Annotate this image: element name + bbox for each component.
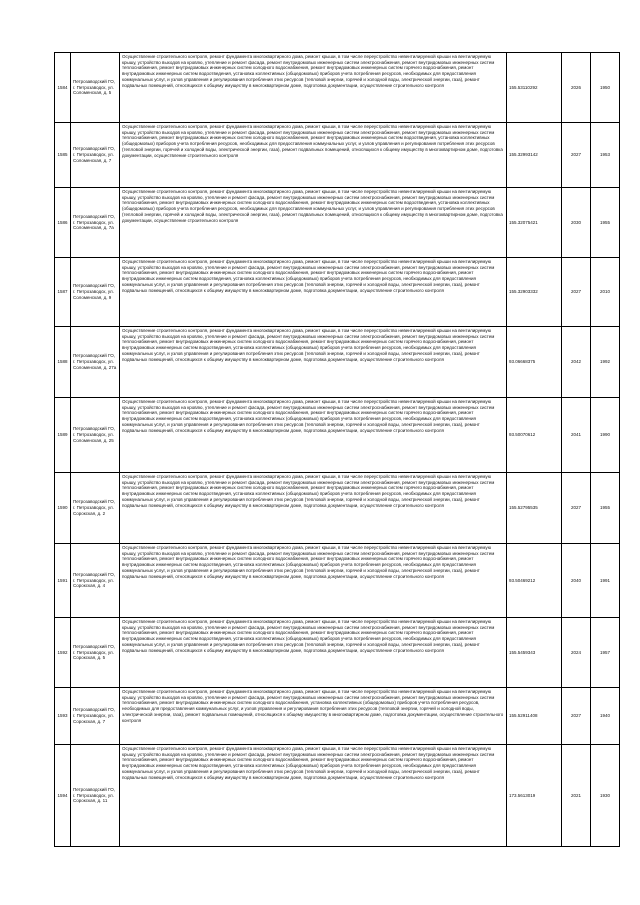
row-works: Осуществление строительного контроля, ремонт фундамента многоквартирного дома, ремонт крыши, в том числе переустройство невентилируемой крыши на вентилируемую крышу, устройство выходов на кровлю, утепление и ремонт фасада, ремонт внутридомовых инженерных систем электроснабжения, ремонт внутридомовых инженерных систем теплоснабжения, ремонт внутридомовых инженерных систем холодного водоснабжения, ремонт внутридомовых инженерных систем горячего водоснабжения, ремонт внутридомовых инженерных систем водоотведения, установка коллективных (общедомовых) приборов учета потребления ресурсов, необходимых для предоставления коммунальных услуг, и узлов управления и регулирования потребления этих ресурсов (тепловой энергии, горячей и холодной воды, электрической энергии, газа), ремонт подвальных помещений, относящихся к общему имуществу в многоквартирном доме, подготовка документации, осуществление строительного контроля [120,473,507,544]
row-works: Осуществление строительного контроля, ремонт фундамента многоквартирного дома, ремонт крыши, в том числе переустройство невентилируемой крыши на вентилируемую крышу, устройство выходов на кровлю, утепление и ремонт фасада, ремонт внутридомовых инженерных систем электроснабжения, ремонт внутридомовых инженерных систем теплоснабжения, ремонт внутридомовых инженерных систем холодного водоснабжения, установка коллективных (общедомовых) приборов учета потребления ресурсов, необходимых для предоставления коммунальных услуг, и узлов управления и регулирования потребления этих ресурсов (тепловой энергии, горячей и холодной воды, электрической энергии, газа), ремонт подвальных помещений, относящихся к общему имуществу в многоквартирном доме, подготовка документации, осуществление строительного контроля [120,688,507,745]
row-works: Осуществление строительного контроля, ремонт фундамента многоквартирного дома, ремонт крыши, в том числе переустройство невентилируемой крыши на вентилируемую крышу, устройство выходов на кровлю, утепление и ремонт фасада, ремонт внутридомовых инженерных систем электроснабжения, ремонт внутридомовых инженерных систем теплоснабжения, ремонт внутридомовых инженерных систем холодного водоснабжения, ремонт внутридомовых инженерных систем горячего водоснабжения, ремонт внутридомовых инженерных систем водоотведения, установка коллективных (общедомовых) приборов учета потребления ресурсов, необходимых для предоставления коммунальных услуг, и узлов управления и регулирования потребления этих ресурсов (тепловой энергии, горячей и холодной воды, электрической энергии, газа), ремонт подвальных помещений, относящихся к общему имуществу в многоквартирном доме, подготовка документации, осуществление строительного контроля [120,398,507,473]
row-year-b: 1953 [591,123,620,188]
row-number: 1592 [55,618,71,688]
row-year-b: 1990 [591,398,620,473]
row-code: 155.32903332 [507,258,562,327]
row-number: 1584 [55,53,71,123]
row-works: Осуществление строительного контроля, ремонт фундамента многоквартирного дома, ремонт крыши, в том числе переустройство невентилируемой крыши на вентилируемую крышу, устройство выходов на кровлю, утепление и ремонт фасада, ремонт внутридомовых инженерных систем электроснабжения, ремонт внутридомовых инженерных систем теплоснабжения, ремонт внутридомовых инженерных систем холодного водоснабжения, ремонт внутридомовых инженерных систем горячего водоснабжения, ремонт внутридомовых инженерных систем водоотведения, установка коллективных (общедомовых) приборов учета потребления ресурсов, необходимых для предоставления коммунальных услуг, и узлов управления и регулирования потребления этих ресурсов (тепловой энергии, горячей и холодной воды, электрической энергии, газа), ремонт подвальных помещений, относящихся к общему имуществу в многоквартирном доме, подготовка документации, осуществление строительного контроля [120,745,507,847]
row-code: 155.52795535 [507,473,562,544]
row-year-b: 1992 [591,327,620,398]
row-year-a: 2026 [562,53,591,123]
row-year-a: 2021 [562,745,591,847]
table-row [55,618,620,688]
row-code: 155.53110292 [507,53,562,123]
row-year-b: 1950 [591,53,620,123]
table-row [55,473,620,544]
row-code: 93.50070612 [507,398,562,473]
row-year-b: 1991 [591,544,620,618]
row-address: Петрозаводский ГО, г. Петрозаводск, ул. Соломенская, д. 5 [71,53,120,123]
table-row [55,327,620,398]
row-code: 155.52911408 [507,688,562,745]
capital-repair-table [54,52,620,847]
row-works: Осуществление строительного контроля, ремонт фундамента многоквартирного дома, ремонт крыши, в том числе переустройство невентилируемой крыши на вентилируемую крышу, устройство выходов на кровлю, утепление и ремонт фасада, ремонт внутридомовых инженерных систем электроснабжения, ремонт внутридомовых инженерных систем теплоснабжения, ремонт внутридомовых инженерных систем холодного водоснабжения, ремонт внутридомовых инженерных систем горячего водоснабжения, ремонт внутридомовых инженерных систем водоотведения, установка коллективных (общедомовых) приборов учета потребления ресурсов, необходимых для предоставления коммунальных услуг, и узлов управления и регулирования потребления этих ресурсов (тепловой энергии, горячей и холодной воды, электрической энергии, газа), ремонт подвальных помещений, относящихся к общему имуществу в многоквартирном доме, подготовка документации, осуществление строительного контроля [120,544,507,618]
row-year-b: 1957 [591,618,620,688]
table-body [55,53,620,847]
row-code: 173.5613019 [507,745,562,847]
row-year-a: 2041 [562,398,591,473]
row-number: 1594 [55,745,71,847]
row-works: Осуществление строительного контроля, ремонт фундамента многоквартирного дома, ремонт крыши, в том числе переустройство невентилируемой крыши на вентилируемую крышу, устройство выходов на кровлю, утепление и ремонт фасада, ремонт внутридомовых инженерных систем электроснабжения, ремонт внутридомовых инженерных систем теплоснабжения, ремонт внутридомовых инженерных систем холодного водоснабжения, ремонт внутридомовых инженерных систем горячего водоснабжения, ремонт внутридомовых инженерных систем водоотведения, установка коллективных (общедомовых) приборов учета потребления ресурсов, необходимых для предоставления коммунальных услуг, и узлов управления и регулирования потребления этих ресурсов (тепловой энергии, горячей и холодной воды, электрической энергии, газа), ремонт подвальных помещений, относящихся к общему имуществу в многоквартирном доме, подготовка документации, осуществление строительного контроля [120,258,507,327]
table-row [55,188,620,258]
row-address: Петрозаводский ГО, г. Петрозаводск, ул. Сорокская, д. 5 [71,618,120,688]
row-year-a: 2024 [562,618,591,688]
row-address: Петрозаводский ГО, г. Петрозаводск, ул. Сорокская, д. 11 [71,745,120,847]
row-works: Осуществление строительного контроля, ремонт фундамента многоквартирного дома, ремонт крыши, в том числе переустройство невентилируемой крыши на вентилируемую крышу, устройство выходов на кровлю, утепление и ремонт фасада, ремонт внутридомовых инженерных систем электроснабжения, ремонт внутридомовых инженерных систем теплоснабжения, ремонт внутридомовых инженерных систем холодного водоснабжения, ремонт внутридомовых инженерных систем водоотведения, установка коллективных (общедомовых) приборов учета потребления ресурсов, необходимых для предоставления коммунальных услуг, и узлов управления и регулирования потребления этих ресурсов (тепловой энергии, горячей и холодной воды, электрической энергии, газа), ремонт подвальных помещений, относящихся к общему имуществу в многоквартирном доме, подготовка документации, осуществление строительного контроля [120,123,507,188]
row-year-b: 1940 [591,688,620,745]
row-number: 1588 [55,327,71,398]
table-row [55,544,620,618]
row-code: 155.32075421 [507,188,562,258]
row-year-b: 1955 [591,473,620,544]
row-address: Петрозаводский ГО, г. Петрозаводск, ул. Соломенская, д. 27а [71,327,120,398]
table-row [55,398,620,473]
row-year-b: 1930 [591,745,620,847]
row-year-a: 2027 [562,123,591,188]
table-row [55,745,620,847]
row-year-a: 2027 [562,258,591,327]
row-year-a: 2030 [562,188,591,258]
table-row [55,53,620,123]
row-number: 1585 [55,123,71,188]
row-number: 1591 [55,544,71,618]
row-address: Петрозаводский ГО, г. Петрозаводск, ул. Соломенская, д. 7 [71,123,120,188]
table-row [55,258,620,327]
table-row [55,688,620,745]
row-works: Осуществление строительного контроля, ремонт фундамента многоквартирного дома, ремонт крыши, в том числе переустройство невентилируемой крыши на вентилируемую крышу, устройство выходов на кровлю, утепление и ремонт фасада, ремонт внутридомовых инженерных систем электроснабжения, ремонт внутридомовых инженерных систем теплоснабжения, ремонт внутридомовых инженерных систем холодного водоснабжения, ремонт внутридомовых инженерных систем горячего водоснабжения, ремонт внутридомовых инженерных систем водоотведения, установка коллективных (общедомовых) приборов учета потребления ресурсов, необходимых для предоставления коммунальных услуг, и узлов управления и регулирования потребления этих ресурсов (тепловой энергии, горячей и холодной воды, электрической энергии, газа), ремонт подвальных помещений, относящихся к общему имуществу в многоквартирном доме, подготовка документации, осуществление строительного контроля [120,327,507,398]
row-address: Петрозаводский ГО, г. Петрозаводск, ул. Соломенская, д. 7а [71,188,120,258]
row-number: 1589 [55,398,71,473]
row-year-a: 2027 [562,473,591,544]
row-number: 1587 [55,258,71,327]
row-code: 93.50469212 [507,544,562,618]
row-works: Осуществление строительного контроля, ремонт фундамента многоквартирного дома, ремонт крыши, в том числе переустройство невентилируемой крыши на вентилируемую крышу, устройство выходов на кровлю, утепление и ремонт фасада, ремонт внутридомовых инженерных систем электроснабжения, ремонт внутридомовых инженерных систем теплоснабжения, ремонт внутридомовых инженерных систем холодного водоснабжения, ремонт внутридомовых инженерных систем водоотведения, установка коллективных (общедомовых) приборов учета потребления ресурсов, необходимых для предоставления коммунальных услуг, и узлов управления и регулирования потребления этих ресурсов (тепловой энергии, горячей и холодной воды, электрической энергии, газа), ремонт подвальных помещений, относящихся к общему имуществу в многоквартирном доме, подготовка документации, осуществление строительного контроля [120,188,507,258]
row-year-a: 2040 [562,544,591,618]
row-number: 1590 [55,473,71,544]
row-address: Петрозаводский ГО, г. Петрозаводск, ул. Сорокская, д. 7 [71,688,120,745]
row-address: Петрозаводский ГО, г. Петрозаводск, ул. Сорокская, д. 4 [71,544,120,618]
row-code: 155.5459343 [507,618,562,688]
row-works: Осуществление строительного контроля, ремонт фундамента многоквартирного дома, ремонт крыши, в том числе переустройство невентилируемой крыши на вентилируемую крышу, устройство выходов на кровлю, утепление и ремонт фасада, ремонт внутридомовых инженерных систем электроснабжения, ремонт внутридомовых инженерных систем теплоснабжения, ремонт внутридомовых инженерных систем холодного водоснабжения, ремонт внутридомовых инженерных систем горячего водоснабжения, ремонт внутридомовых инженерных систем водоотведения, установка коллективных (общедомовых) приборов учета потребления ресурсов, необходимых для предоставления коммунальных услуг, и узлов управления и регулирования потребления этих ресурсов (тепловой энергии, горячей и холодной воды, электрической энергии, газа), ремонт подвальных помещений, относящихся к общему имуществу в многоквартирном доме, подготовка документации, осуществление строительного контроля [120,618,507,688]
row-address: Петрозаводский ГО, г. Петрозаводск, ул. Соломенская, д. 9 [71,258,120,327]
row-address: Петрозаводский ГО, г. Петрозаводск, ул. Соломенская, д. 25 [71,398,120,473]
row-address: Петрозаводский ГО, г. Петрозаводск, ул. Сорокская, д. 2 [71,473,120,544]
row-code: 93.06668375 [507,327,562,398]
row-code: 155.32993142 [507,123,562,188]
row-number: 1593 [55,688,71,745]
row-year-a: 2027 [562,688,591,745]
table-row [55,123,620,188]
row-number: 1586 [55,188,71,258]
row-year-a: 2042 [562,327,591,398]
row-year-b: 1955 [591,188,620,258]
row-works: Осуществление строительного контроля, ремонт фундамента многоквартирного дома, ремонт крыши, в том числе переустройство невентилируемой крыши на вентилируемую крышу, устройство выходов на кровлю, утепление и ремонт фасада, ремонт внутридомовых инженерных систем электроснабжения, ремонт внутридомовых инженерных систем теплоснабжения, ремонт внутридомовых инженерных систем холодного водоснабжения, ремонт внутридомовых инженерных систем горячего водоснабжения, ремонт внутридомовых инженерных систем водоотведения, установка коллективных (общедомовых) приборов учета потребления ресурсов, необходимых для предоставления коммунальных услуг, и узлов управления и регулирования потребления этих ресурсов (тепловой энергии, горячей и холодной воды, электрической энергии, газа), ремонт подвальных помещений, относящихся к общему имуществу в многоквартирном доме, подготовка документации, осуществление строительного контроля [120,53,507,123]
row-year-b: 2010 [591,258,620,327]
